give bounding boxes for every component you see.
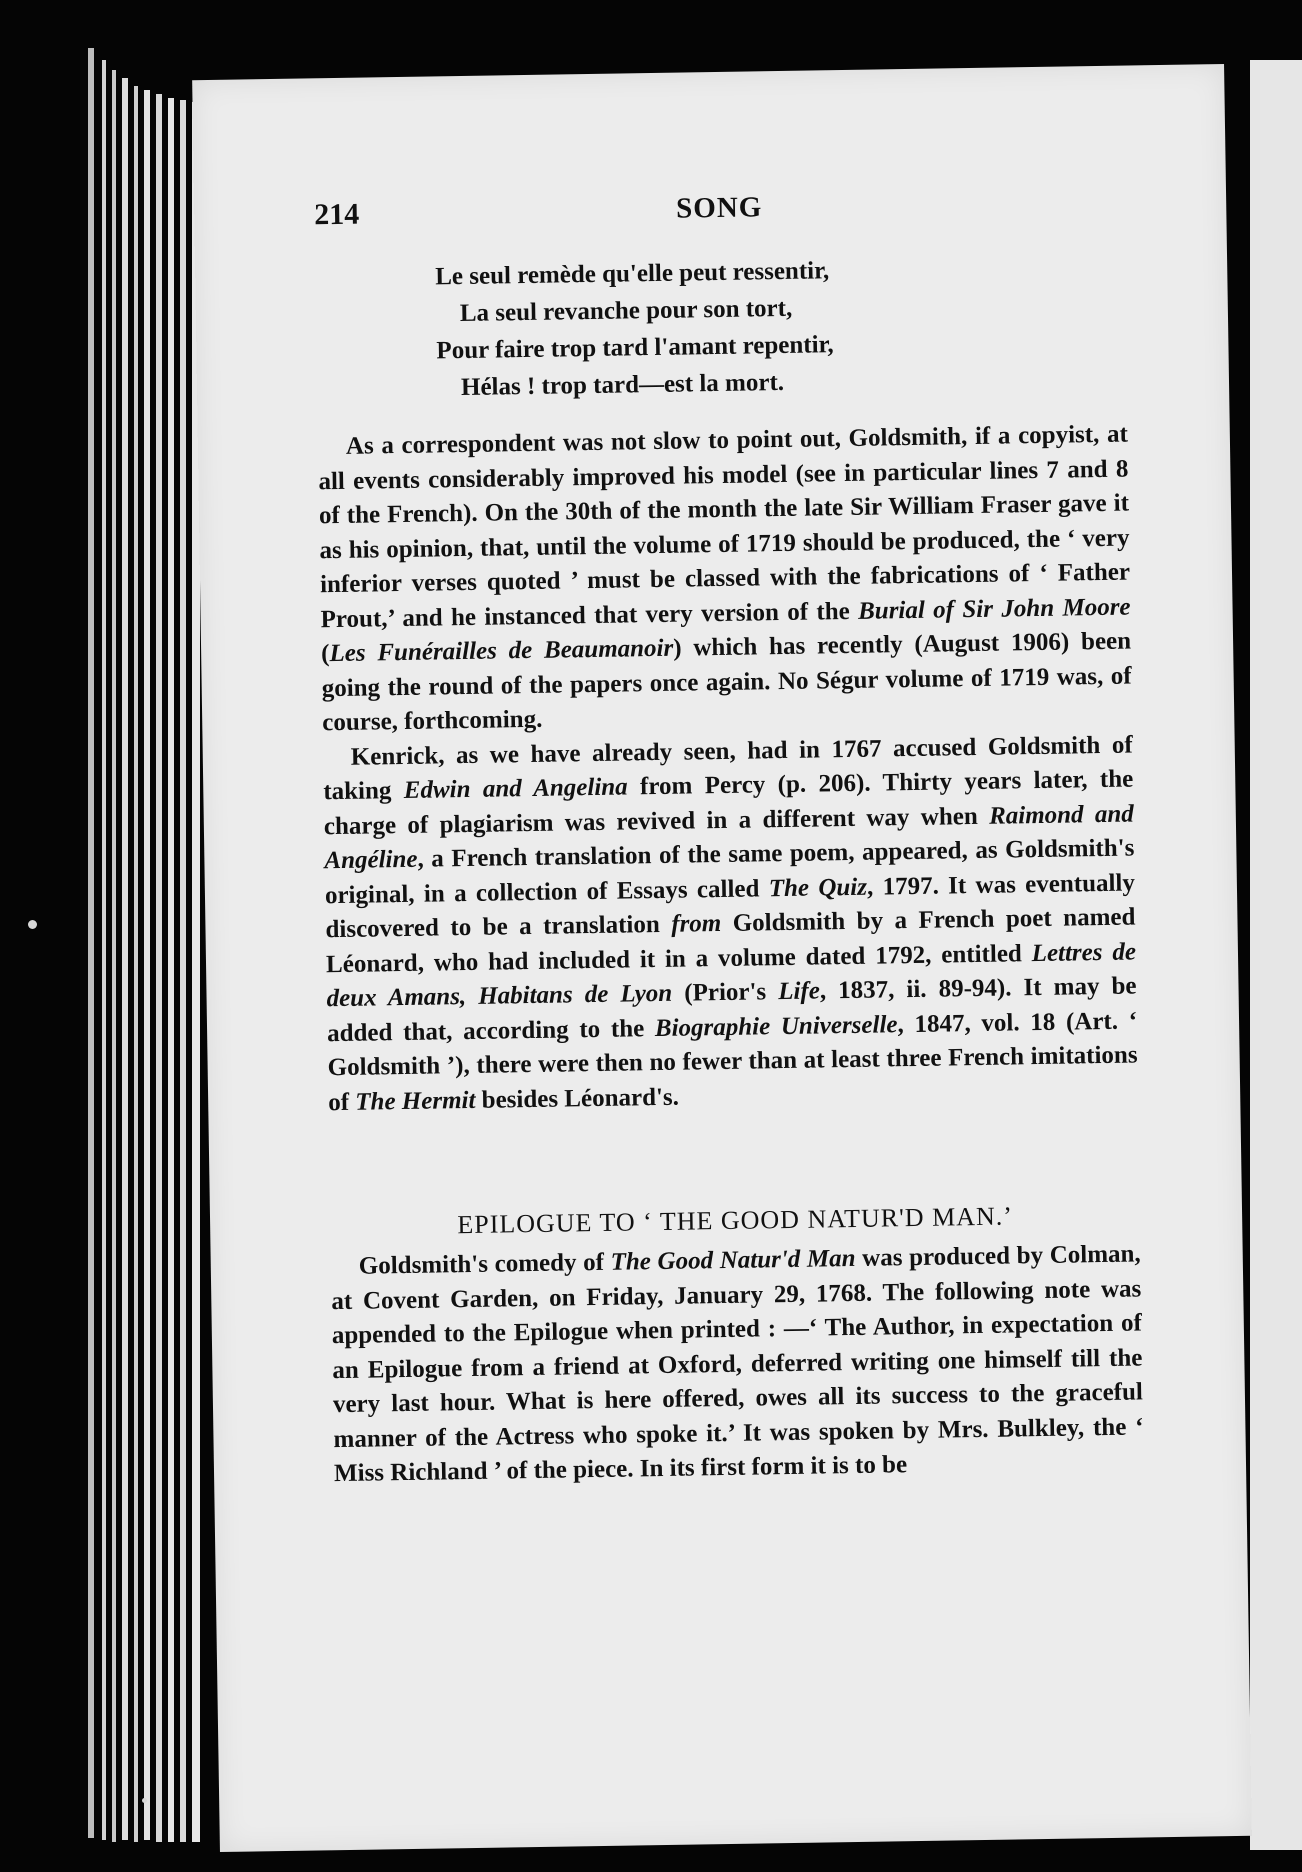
paragraph-text: ( xyxy=(320,640,330,668)
paragraph-text: from Percy (p. 206). Thirty years later, the charge of plagiarism was revived in a different way when xyxy=(323,765,1134,840)
italic-title-text: The Hermit xyxy=(355,1086,476,1116)
body-paragraph xyxy=(318,418,1133,741)
page-edge xyxy=(88,48,94,1838)
paragraph-text: Goldsmith's comedy of xyxy=(358,1248,611,1280)
scan-speck xyxy=(28,920,37,929)
page-number: 214 xyxy=(314,197,360,232)
paragraph-text: was produced by Colman, at Covent Garden, on Friday, January 29, 1768. The following note was appended to the Epilogue when printed : —‘ The Author, in expectation of an Epilogue from a friend at Oxford, deferred writing one himself till the very last hour. What is here offered, owes all its success to the graceful manner of the Actress who spoke it.’ It was spoken by Mrs. Bulkley, the ‘ Miss Richland ’ of the piece. In its first form it is to be xyxy=(331,1240,1144,1488)
paragraph-text: , 1837, ii. 89-94). It may be added that, according to the xyxy=(326,972,1137,1047)
italic-title-text: Biographie Universelle xyxy=(654,1010,898,1042)
running-head: SONG xyxy=(675,191,763,225)
page-edge xyxy=(112,70,116,1842)
italic-title-text: Edwin and Angelina xyxy=(403,773,628,804)
paragraph-text: , 1797. It was eventually discovered to be a translation xyxy=(325,869,1136,944)
page-edge xyxy=(102,60,106,1840)
facing-page-edge xyxy=(1250,60,1302,1850)
italic-title-text: The Quiz xyxy=(768,873,868,902)
page-content xyxy=(314,186,1144,1492)
paragraph-text: Kenrick, as we have already seen, had in 1767 accused Goldsmith of taking xyxy=(323,731,1133,806)
verse-line: Pour faire trop tard l'amant repentir, xyxy=(436,331,834,365)
body-paragraph xyxy=(323,728,1139,1120)
paragraph-text: ) which has recently (August 1906) been going the round of the papers once again. No Ségur volume of 1719 was, of course, forthcoming. xyxy=(321,627,1132,737)
paragraph-text: besides Léonard's. xyxy=(475,1083,680,1114)
italic-title-text: Raimond and Angéline xyxy=(324,800,1135,875)
section-title: EPILOGUE TO ‘ THE GOOD NATUR'D MAN.’ xyxy=(457,1201,1014,1240)
italic-title-text: Les Funérailles de Beaumanoir xyxy=(329,634,674,668)
scan-speck xyxy=(142,1798,147,1803)
verse-line: La seul revanche pour son tort, xyxy=(459,294,793,328)
verse-line: Le seul remède qu'elle peut ressentir, xyxy=(435,257,830,291)
paragraph-text: (Prior's xyxy=(672,978,779,1007)
page-edge xyxy=(180,100,186,1842)
book-page xyxy=(192,64,1252,1852)
page-edge xyxy=(156,94,162,1842)
italic-title-text: Life xyxy=(777,977,821,1006)
paragraph-text: , 1847, vol. 18 (Art. ‘ Goldsmith ’), there were then no fewer than at least three French imitations of xyxy=(327,1006,1138,1116)
paragraph-text: , a French translation of the same poem, appeared, as Goldsmith's original, in a collection of Essays called xyxy=(324,834,1135,909)
verse-line: Hélas ! trop tard—est la mort. xyxy=(460,368,785,402)
page-edge xyxy=(122,78,128,1840)
paragraph-text: Goldsmith by a French poet named Léonard, who had included it in a volume dated 1792, entitled xyxy=(325,903,1136,978)
page-header xyxy=(314,186,1125,255)
page-edge xyxy=(144,90,150,1840)
paragraph-text: As a correspondent was not slow to point out, Goldsmith, if a copyist, at all events considerably improved his model (see in particular lines 7 and 8 of the French). On the 30th of the month the late Sir William Fraser gave it as his opinion, that, until the volume of 1719 should be produced, the ‘ very inferior verses quoted ’ must be classed with the fabrications of ‘ Father Prout,’ and he instanced that very version of the xyxy=(318,420,1131,633)
page-edge xyxy=(134,86,138,1842)
italic-title-text: Lettres de deux Amans, Habitans de Lyon xyxy=(326,937,1137,1013)
italic-title-text: Burial of Sir John Moore xyxy=(857,593,1131,625)
italic-title-text: The Good Natur'd Man xyxy=(610,1244,856,1276)
french-verse xyxy=(315,248,1127,409)
section-paragraph xyxy=(331,1237,1145,1491)
page-edge xyxy=(168,98,174,1842)
italic-title-text: from xyxy=(671,910,722,938)
